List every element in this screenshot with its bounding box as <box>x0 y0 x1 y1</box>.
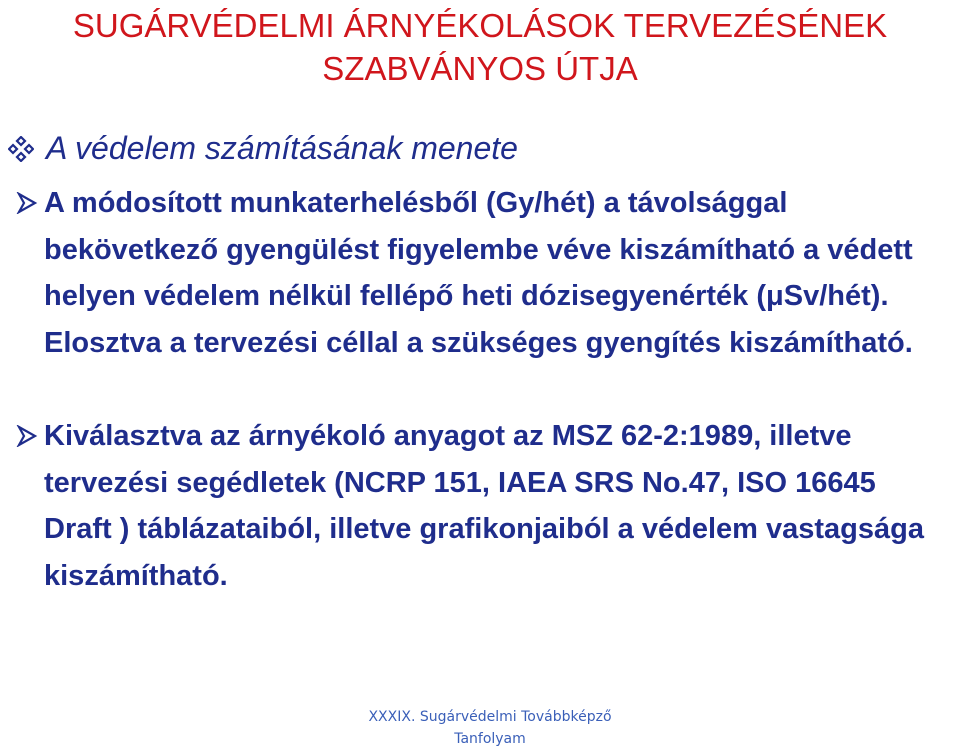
bullet-text-1: A módosított munkaterhelésből (Gy/hét) a távolsággal bekövetkező gyengülést figyelembe véve kiszámítható a védett helyen védelem nélkül fellépő heti dózisegyenérték (μSv/hét). Elosztva a tervezési céllal a szükséges gyengítés kiszámítható. <box>44 187 913 359</box>
arrow-bullet-icon <box>16 425 38 447</box>
slide-title-line-1: SUGÁRVÉDELMI ÁRNYÉKOLÁSOK TERVEZÉSÉNEK <box>72 7 888 44</box>
bullet-paragraph-1 <box>44 180 949 366</box>
slide-title <box>0 4 960 90</box>
section-heading-text: A védelem számításának menete <box>46 130 518 166</box>
diamond-bullet-icon <box>8 136 34 162</box>
footer-line-1: XXXIX. Sugárvédelmi Továbbképző <box>368 709 612 725</box>
bullet-paragraph-2 <box>44 413 949 599</box>
arrow-bullet-icon <box>16 192 38 214</box>
slide-title-line-2: SZABVÁNYOS ÚTJA <box>322 50 638 87</box>
footer-line-2: Tanfolyam <box>454 731 526 747</box>
section-heading <box>8 128 518 168</box>
slide-footer <box>300 706 680 750</box>
bullet-text-2: Kiválasztva az árnyékoló anyagot az MSZ 62-2:1989, illetve tervezési segédletek (NCRP 151, IAEA SRS No.47, ISO 16645 Draft ) táblázataiból, illetve grafikonjaiból a védelem vastagsága kiszámítható. <box>44 420 924 592</box>
